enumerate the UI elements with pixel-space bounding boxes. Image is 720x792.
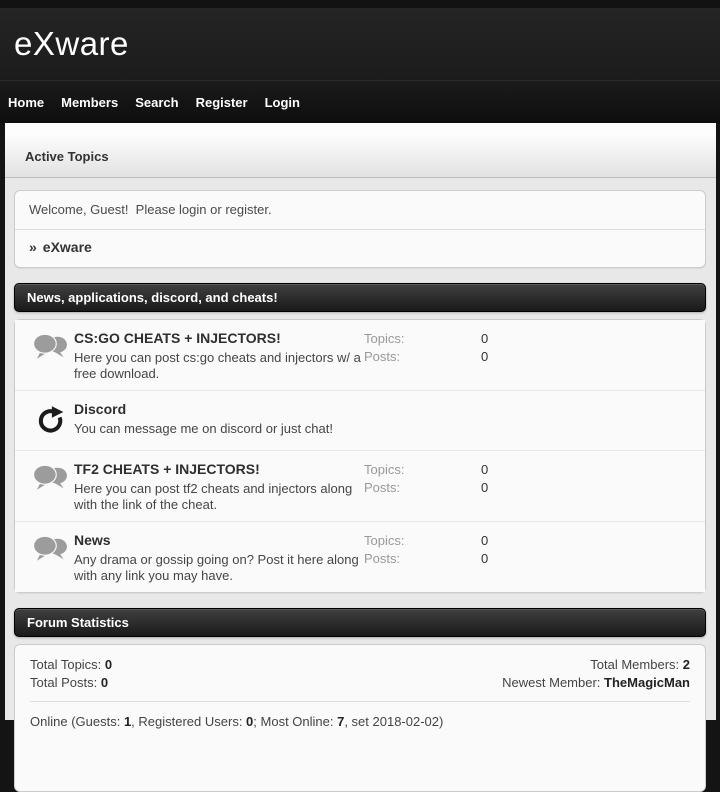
chat-bubbles-icon [32, 534, 70, 569]
redirect-arrow-icon [36, 403, 66, 441]
board-name[interactable]: Discord [74, 401, 127, 417]
topics-label: Topics: [364, 331, 405, 346]
topics-count: 0 [481, 331, 489, 346]
board-description: Here you can post cs:go cheats and injectors w/ a free download. [74, 350, 361, 381]
stats-column-right [502, 656, 690, 692]
board-icon-cell [27, 329, 74, 381]
board-stats [364, 460, 488, 512]
nav-item-search[interactable]: Search [135, 94, 179, 110]
welcome-period: . [267, 202, 272, 217]
total-members-label: Total Members: [590, 657, 683, 672]
topics-label: Topics: [364, 462, 405, 477]
board-icon-cell [27, 531, 74, 583]
total-topics-label: Total Topics: [30, 657, 105, 672]
site-logo[interactable]: eXware [14, 25, 129, 62]
breadcrumb-home-link[interactable]: eXware [42, 239, 92, 255]
page-top-strip [5, 123, 716, 135]
forum-statistics-card [14, 644, 706, 792]
board-info [74, 329, 364, 381]
chat-bubbles-icon [32, 463, 70, 498]
board-description: Here you can post tf2 cheats and injectors along with the link of the cheat. [74, 481, 353, 512]
newest-member-line [502, 674, 690, 692]
topics-label: Topics: [364, 533, 405, 548]
login-link[interactable]: login [179, 202, 207, 217]
newest-member-link[interactable]: TheMagicMan [604, 675, 690, 690]
board-info [74, 460, 364, 512]
forum-statistics-header[interactable] [14, 608, 706, 637]
posts-label: Posts: [364, 349, 401, 364]
nav-item-home[interactable]: Home [8, 94, 45, 110]
page-content [5, 123, 716, 729]
board-list [14, 319, 706, 593]
total-posts-value: 0 [100, 675, 109, 690]
welcome-card [14, 190, 706, 268]
total-members-value: 2 [682, 657, 690, 672]
board-info [74, 531, 364, 583]
board-row-discord [15, 391, 705, 451]
topics-count: 0 [481, 533, 489, 548]
total-topics-value: 0 [104, 657, 113, 672]
online-users-line [30, 713, 690, 731]
board-name[interactable]: News [74, 532, 111, 548]
welcome-greeting: Welcome, Guest! Please [29, 202, 180, 217]
stats-divider [30, 701, 690, 702]
breadcrumb-marker: » [29, 239, 37, 255]
main-navbar [0, 80, 720, 123]
posts-count: 0 [481, 349, 489, 364]
stats-column-left [30, 656, 112, 692]
register-link[interactable]: register [225, 202, 268, 217]
forum-statistics-title: Forum Statistics [27, 615, 129, 630]
nav-item-login[interactable]: Login [264, 94, 300, 110]
stats-columns [30, 656, 690, 692]
board-row-csgo-cheats [15, 320, 705, 391]
category-title: News, applications, discord, and cheats! [27, 290, 278, 305]
board-icon-cell [27, 400, 74, 441]
site-header [0, 8, 720, 80]
board-icon-cell [27, 460, 74, 512]
nav-item-register[interactable]: Register [195, 94, 248, 110]
top-strip [0, 0, 720, 8]
category-header[interactable] [14, 283, 706, 312]
posts-label: Posts: [364, 480, 401, 495]
online-suffix: , set 2018-02-02) [344, 714, 444, 729]
total-members-line [502, 656, 690, 674]
posts-label: Posts: [364, 551, 401, 566]
topics-count: 0 [481, 462, 489, 477]
welcome-separator: or [206, 202, 226, 217]
newest-member-label: Newest Member: [502, 675, 605, 690]
board-row-news [15, 522, 705, 592]
board-name[interactable]: TF2 CHEATS + INJECTORS! [74, 461, 260, 477]
total-posts-line [30, 674, 112, 692]
board-row-tf2-cheats [15, 451, 705, 522]
online-registered-value: 0 [246, 714, 254, 729]
posts-count: 0 [481, 551, 489, 566]
breadcrumb [15, 230, 705, 267]
active-topics-link[interactable]: Active Topics [25, 148, 109, 164]
online-guests-value: 1 [123, 714, 132, 729]
online-prefix: Online (Guests: [30, 714, 124, 729]
subnav-bar [5, 135, 716, 178]
board-stats [364, 531, 488, 583]
welcome-message [15, 191, 705, 230]
board-name[interactable]: CS:GO CHEATS + INJECTORS! [74, 330, 281, 346]
board-info [74, 400, 364, 441]
board-description: You can message me on discord or just chat! [74, 421, 333, 436]
board-stats [364, 329, 488, 381]
board-description: Any drama or gossip going on? Post it here along with any link you may have. [74, 552, 359, 583]
online-registered-label: , Registered Users: [131, 714, 247, 729]
total-topics-line [30, 656, 112, 674]
total-posts-label: Total Posts: [30, 675, 101, 690]
posts-count: 0 [481, 480, 489, 495]
online-most-label: ; Most Online: [253, 714, 338, 729]
online-most-value: 7 [337, 714, 345, 729]
chat-bubbles-icon [32, 332, 70, 367]
nav-item-members[interactable]: Members [61, 94, 119, 110]
